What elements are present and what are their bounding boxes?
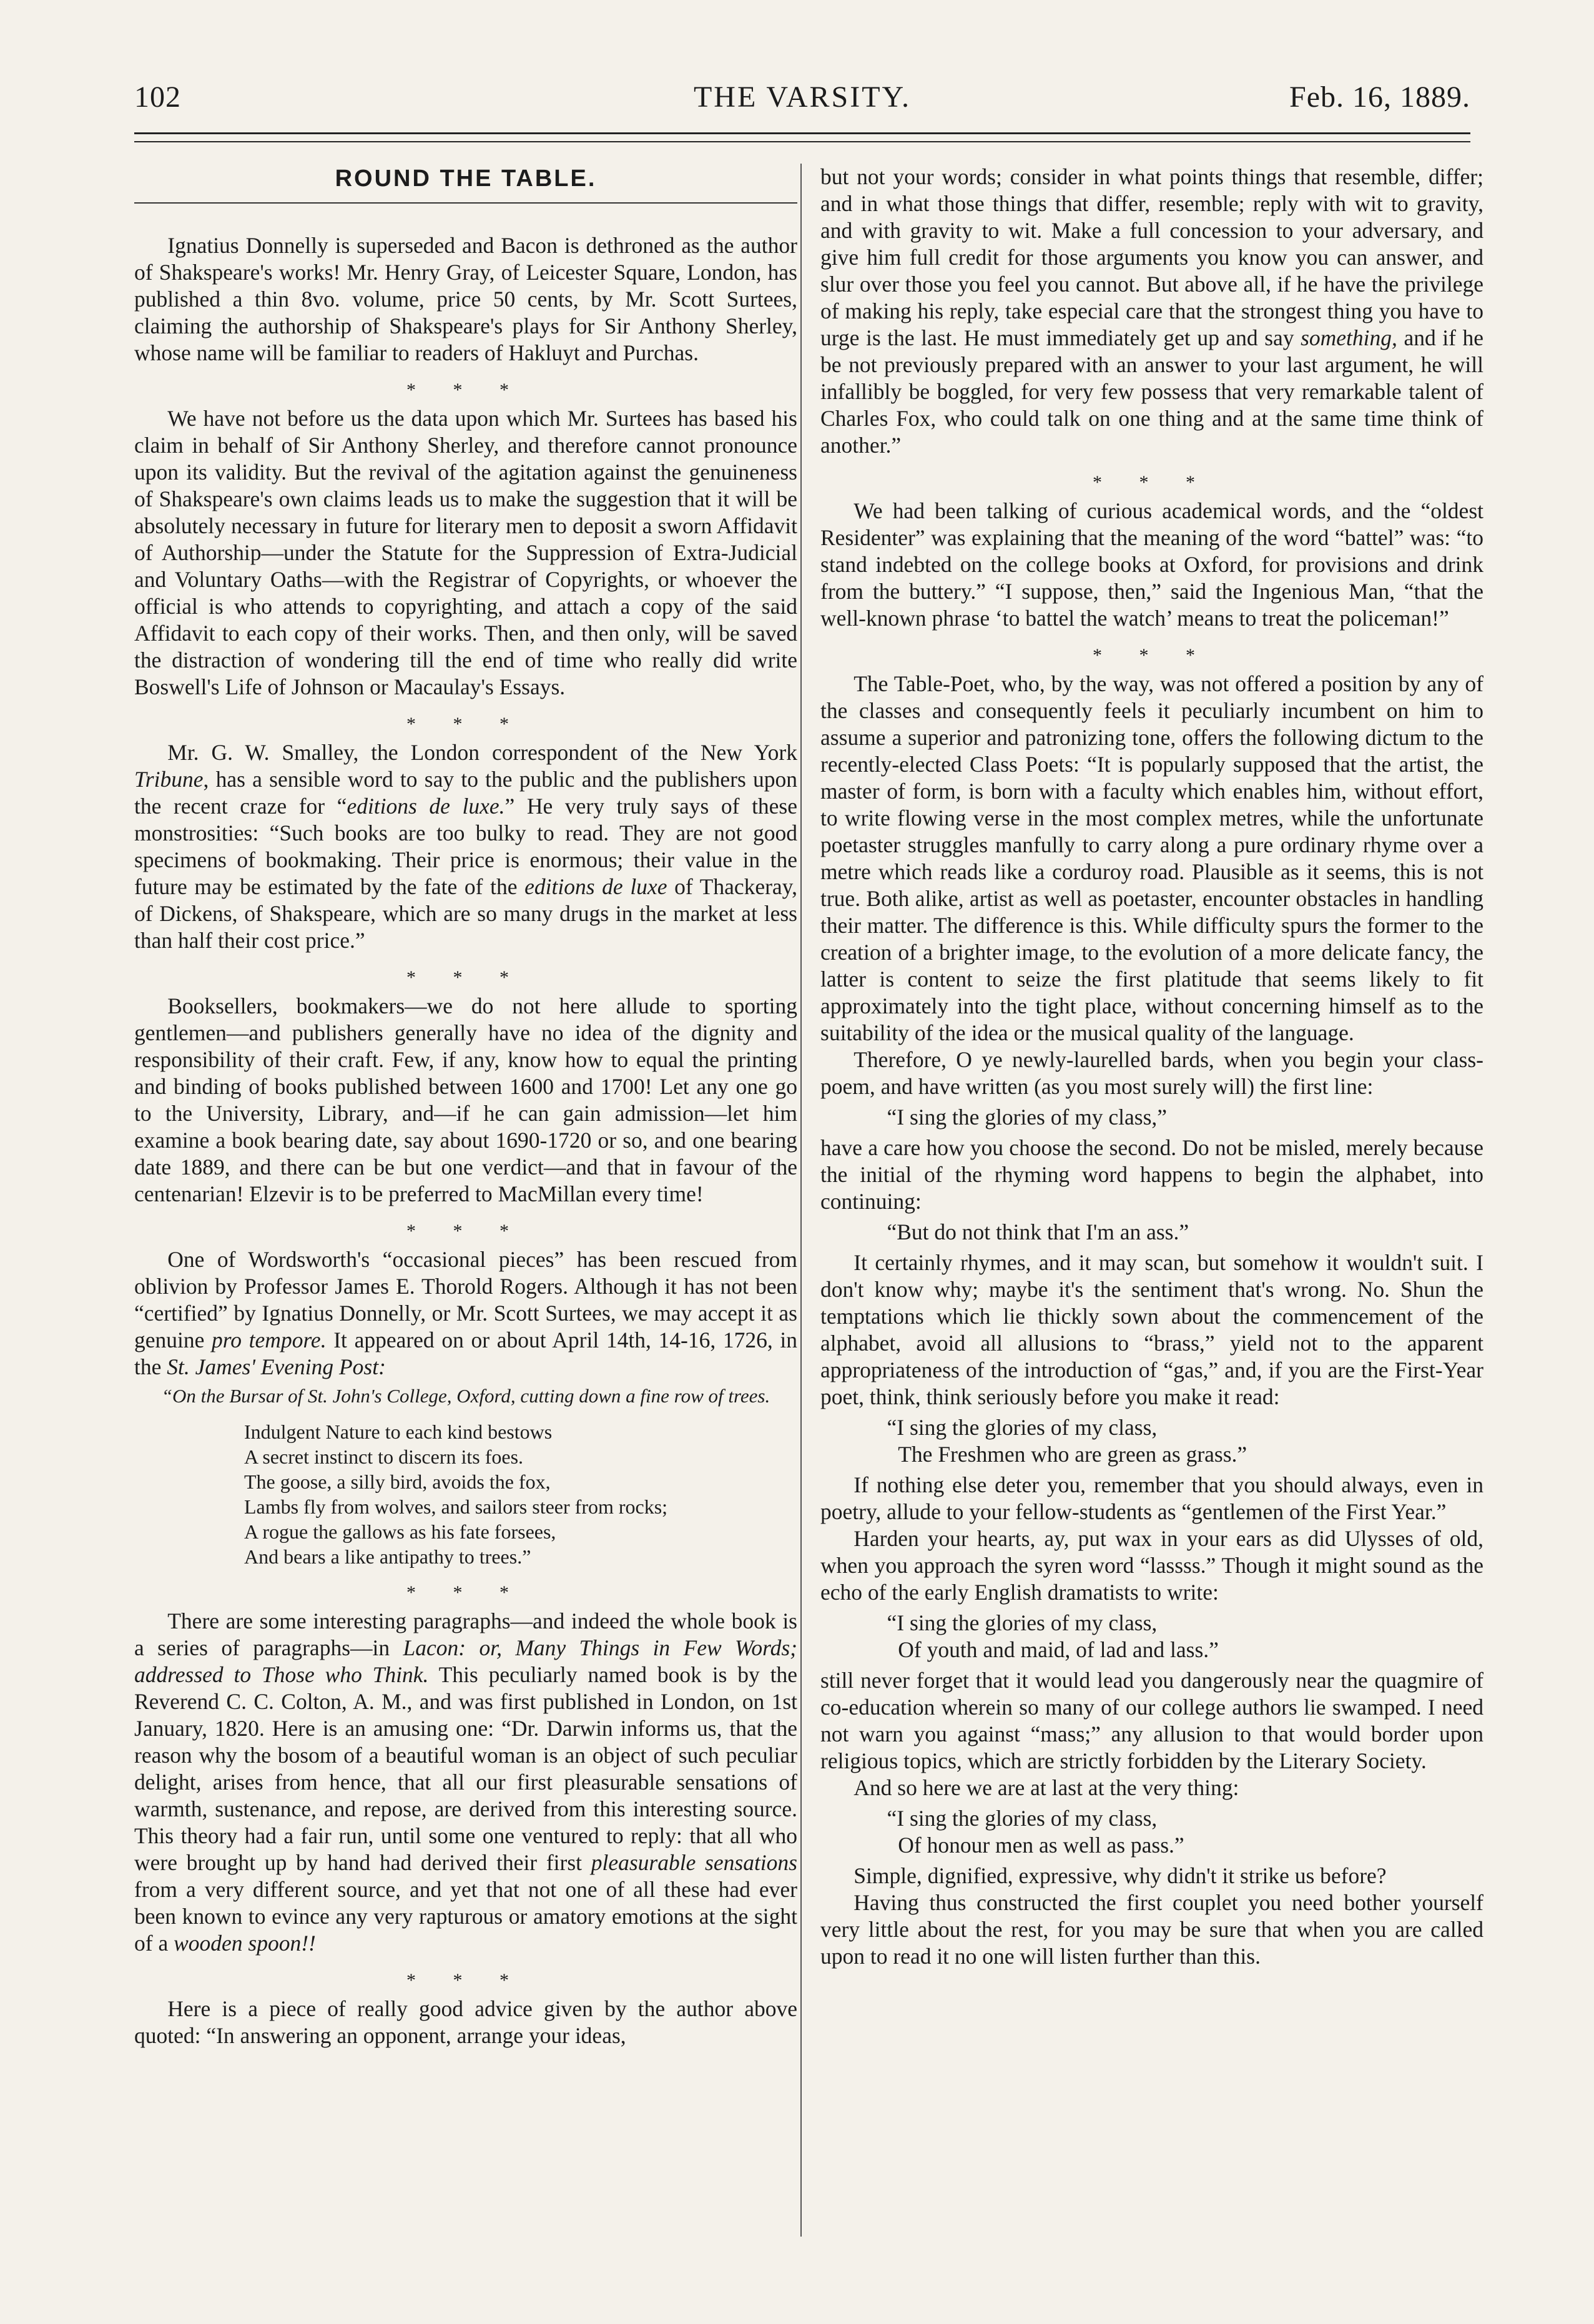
text-run: Mr. G. W. Smalley, the London correspondent of the New York <box>167 740 797 765</box>
text-run: from a very different source, and yet that not one of all these had ever been known to evince any very rapturous or amatory emotions at the sight of a <box>134 1877 797 1956</box>
italic-run: Lacon: or, Many Things in Few Words; addressed to Those who Think. <box>134 1635 797 1687</box>
paragraph-very-thing: And so here we are at last at the very thing: <box>854 1775 1239 1800</box>
poem-caption: “On the Bursar of St. John's College, Oxford, cutting down a fine row of trees. <box>161 1385 770 1407</box>
verse-line: Of youth and maid, of lad and lass.” <box>898 1637 1219 1662</box>
paragraph-battel: We had been talking of curious academical words, and the “oldest Residenter” was explaining that the meaning of the word “battel” was: “to stand indebted on the college books at Oxford, for provisions and drink from the buttery.” “I suppose, then,” said the Ingenious Man, “that the well-known phrase ‘to battel the watch’ means to treat the policeman!” <box>820 498 1483 631</box>
italic-run: something, <box>1301 325 1397 350</box>
verse-line: “I sing the glories of my class,” <box>887 1105 1168 1130</box>
italic-run: wooden spoon!! <box>174 1931 316 1956</box>
section-stars: * * * <box>406 714 525 734</box>
section-title: ROUND THE TABLE. <box>335 165 597 192</box>
text-run: There are some interesting paragraphs—and indeed the whole book is a series of paragraphs—in <box>134 1608 797 1660</box>
italic-run: Tribune <box>134 767 204 792</box>
section-stars: * * * <box>1093 645 1211 666</box>
paragraph-simple: Simple, dignified, expressive, why didn't it strike us before? <box>854 1863 1387 1888</box>
verse-line: “I sing the glories of my class, <box>887 1806 1158 1831</box>
section-stars: * * * <box>406 1221 525 1241</box>
paragraph-advice-cont <box>820 164 1483 459</box>
newspaper-title: THE VARSITY. <box>693 81 912 114</box>
paragraph-surtees: We have not before us the data upon which Mr. Surtees has based his claim in behalf of Sir Anthony Sherley, and therefore cannot pronounce upon its validity. But the revival of the agitation against the genuineness of Shakspeare's own claims leads us to make the suggestion that it will be absolutely necessary in future for literary men to deposit a sworn Affidavit of Authorship—under the Statute for the Suppression of Extra-Judicial and Voluntary Oaths—with the Registrar of Copyrights, or whoever the official is who attends to copyrighting, and attach a copy of the said Affidavit to each copy of their works. Then, and then only, will be saved the distraction of wondering till the end of time who really did write Boswell's Life of Johnson or Macaulay's Essays. <box>134 406 797 699</box>
italic-run: St. James' Evening Post: <box>167 1354 386 1379</box>
poem-line: Lambs fly from wolves, and sailors steer from rocks; <box>244 1495 668 1518</box>
paragraph-table-poet: The Table-Poet, who, by the way, was not offered a position by any of the classes and consequently feels it peculiarly incumbent on him to assume a superior and patronizing tone, offers the following dictum to the recently-elected Class Poets: “It is popularly supposed that the artist, the master of form, is born with a faculty which enables him, without effort, to write flowing verse in the most complex metres, while the unfortunate poetaster struggles manfully to carry along a pure ordinary rhyme over a metre which reads like a corduroy road. Plausible as it seems, this is not true. Both alike, artist as well as poetaster, encounter obstacles in handling their matter. The difference is this. While difficulty spurs the former to the creation of a brighter image, to the evolution of a more delicate fancy, the latter is content to seize the first platitude that seems likely to fit approximately into the tight place, without concerning himself as to the suitability of the idea or the musical quality of the language. <box>820 671 1483 1045</box>
wordsworth-poem <box>134 1419 797 1569</box>
paragraph-therefore: Therefore, O ye newly-laurelled bards, when you begin your class-poem, and have written (as you most surely will) the first line: <box>820 1047 1483 1099</box>
paragraph-donnelly: Ignatius Donnelly is superseded and Bacon is dethroned as the author of Shakspeare's works! Mr. Henry Gray, of Leicester Square, London, has published a thin 8vo. volume, price 50 cents, by Mr. Scott Surtees, claiming the authorship of Shakspeare's plays for Sir Anthony Sherley, whose name will be familiar to readers of Hakluyt and Purchas. <box>134 233 797 365</box>
text-run: ” He very truly says of these monstrosities: “Such books are too bulky to read. They are not good specimens of bookmaking. Their price is enormous; their value in the future may be estimated by the fate of the <box>134 794 798 899</box>
couplet <box>820 1414 1483 1468</box>
paragraph-wordsworth <box>134 1246 797 1381</box>
title-rule <box>134 202 797 204</box>
section-stars: * * * <box>406 380 525 400</box>
verse-line: Of honour men as well as pass.” <box>898 1833 1184 1858</box>
section-stars: * * * <box>406 1970 525 1991</box>
couplet <box>820 1610 1483 1663</box>
text-run: and if he be not previously prepared with an answer to your last argument, he will infallibly be boggled, for very few possess that very remarkable talent of Charles Fox, who could talk on one thing and at the same time think of another.” <box>820 325 1483 458</box>
verse-line: “I sing the glories of my class, <box>887 1610 1158 1635</box>
right-column <box>820 164 1483 1970</box>
poem-line: A secret instinct to discern its foes. <box>244 1445 524 1468</box>
paragraph-booksellers: Booksellers, bookmakers—we do not here allude to sporting gentlemen—and publishers generally have no idea of the dignity and responsibility of their craft. Few, if any, know how to equal the printing and binding of books published between 1600 and 1700! Let any one go to the University, Library, and—if he can gain admission—let him examine a book bearing date, say about 1690-1720 or so, and one bearing date 1889, and there can be but one verdict—and that in favour of the centenarian! Elzevir is to be preferred to MacMillan every time! <box>134 993 797 1206</box>
issue-date: Feb. 16, 1889. <box>1289 81 1470 114</box>
section-stars: * * * <box>406 1582 525 1603</box>
page-number: 102 <box>134 81 181 114</box>
couplet <box>820 1805 1483 1859</box>
text-run: , has a sensible word to say to the public and the publishers upon the recent craze for “ <box>134 767 797 819</box>
italic-run: editions de luxe <box>524 874 667 899</box>
verse-line: “But do not think that I'm an ass.” <box>887 1219 1189 1244</box>
column-divider <box>800 164 802 2237</box>
paragraph-co-education: still never forget that it would lead you dangerously near the quagmire of co-education wherein so many of our college authors lie swamped. I need not warn you against “mass;” any allusion to that would border upon religious topics, which are strictly forbidden by the Literary Society. <box>820 1668 1483 1773</box>
poem-line: A rogue the gallows as his fate forsees, <box>244 1520 556 1543</box>
section-stars: * * * <box>1093 472 1211 493</box>
verse-line: The Freshmen who are green as grass.” <box>898 1442 1247 1467</box>
paragraph-first-year: If nothing else deter you, remember that you should always, even in poetry, allude to your fellow-students as “gentlemen of the First Year.” <box>820 1472 1483 1524</box>
paragraph-rhymes: It certainly rhymes, and it may scan, but somehow it wouldn't suit. I don't know why; maybe it's the sentiment that's wrong. No. Shun the temptations which lie thickly sown about the commencement of the alphabet, avoid all allusions to “brass,” yield not to the apparent appropriateness of the introduction of “gas,” and, if you are the First-Year poet, think, think seriously before you make it read: <box>820 1250 1483 1409</box>
paragraph-lacon <box>134 1608 797 1957</box>
paragraph-misled: have a care how you choose the second. Do not be misled, merely because the initial of the rhyming word happens to begin the alphabet, into continuing: <box>820 1135 1483 1214</box>
paragraph-smalley <box>134 739 797 954</box>
italic-run: pro tempore. <box>212 1327 327 1352</box>
quote-line <box>820 1219 1483 1246</box>
page-header <box>134 80 1470 130</box>
poem-line: Indulgent Nature to each kind bestows <box>244 1420 553 1443</box>
header-rule <box>134 132 1470 142</box>
section-stars: * * * <box>406 967 525 988</box>
text-run: It appeared on or about April 14th, 14-16, 1726, in the <box>134 1327 797 1379</box>
paragraph-ulysses: Harden your hearts, ay, put wax in your ears as did Ulysses of old, when you approach the syren word “lassss.” Though it might sound as the echo of the early English dramatists to write: <box>820 1526 1483 1605</box>
italic-run: pleasurable sensations <box>591 1850 797 1875</box>
poem-line: And bears a like antipathy to trees.” <box>244 1545 531 1568</box>
paragraph-couplet: Having thus constructed the first couplet you need bother yourself very little about the rest, for you may be sure that when you are called upon to read it no one will listen further than this. <box>820 1890 1483 1969</box>
text-run: but not your words; consider in what points things that resemble, differ; and in what those things that differ, resemble; reply with wit to gravity, and with gravity to wit. Make a full concession to your adversary, and give him full credit for those arguments you know you can answer, and slur over those you feel you cannot. But above all, if he have the privilege of making his reply, take especial care that the strongest thing you have to urge is the last. He must immediately get up and say <box>820 164 1483 350</box>
text-run: One of Wordsworth's “occasional pieces” has been rescued from oblivion by Professor James E. Thorold Rogers. Although it has not been “certified” by Ignatius Donnelly, or Mr. Scott Surtees, we may accept it as genuine <box>134 1247 797 1352</box>
poem-line: The goose, a silly bird, avoids the fox, <box>244 1470 551 1493</box>
text-run: of Thackeray, of Dickens, of Shakspeare, which are so many drugs in the market at less than half their cost price.” <box>134 874 798 953</box>
verse-line: “I sing the glories of my class, <box>887 1415 1158 1440</box>
quote-line <box>820 1104 1483 1131</box>
left-column <box>134 164 797 2049</box>
paragraph-advice: Here is a piece of really good advice given by the author above quoted: “In answering an opponent, arrange your ideas, <box>134 1996 797 2048</box>
text-run: This peculiarly named book is by the Reverend C. C. Colton, A. M., and was first published in London, on 1st January, 1820. Here is an amusing one: “Dr. Darwin informs us, that the reason why the bosom of a beautiful woman is an object of such peculiar delight, arises from hence, that all our first pleasurable sensations of warmth, sustenance, and repose, are derived from this interesting source. This theory had a fair run, until some one ventured to reply: that all who were brought up by hand had derived their first <box>134 1662 797 1875</box>
italic-run: editions de luxe. <box>347 794 505 819</box>
